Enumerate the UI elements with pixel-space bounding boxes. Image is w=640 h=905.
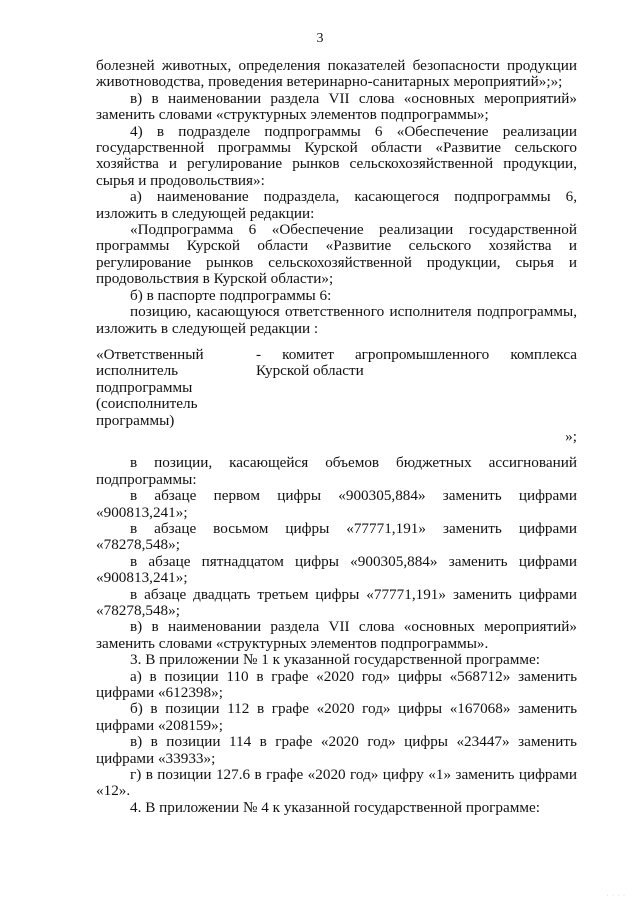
responsible-executor-table	[96, 347, 577, 445]
paragraph: «Подпрограмма 6 «Обеспечение реализации государственной программы Курской области «Развитие сельского хозяйства и регулирование рынков сельскохозяйственной продукции, сырья и продовольствия в Курской области»;	[96, 221, 577, 288]
page-number: 3	[316, 31, 324, 46]
paragraph: б) в позиции 112 в графе «2020 год» цифры «167068» заменить цифрами «208159»;	[96, 700, 577, 734]
paragraph: б) в паспорте подпрограммы 6:	[130, 286, 332, 304]
paragraph: в абзаце первом цифры «900305,884» заменить цифрами «900813,241»;	[96, 487, 577, 521]
paragraph: позицию, касающуюся ответственного исполнителя подпрограммы, изложить в следующей редакции :	[96, 303, 577, 337]
paragraph: г) в позиции 127.6 в графе «2020 год» цифру «1» заменить цифрами «12».	[96, 766, 577, 800]
paragraph: в позиции, касающейся объемов бюджетных ассигнований подпрограммы:	[96, 454, 577, 488]
responsible-value: - комитет агропромышленного комплекса Курской области	[256, 345, 577, 380]
closing-quote: »;	[565, 427, 577, 445]
paragraph: в) в наименовании раздела VII слова «основных мероприятий» заменить словами «структурных элементов подпрограммы»;	[96, 89, 577, 124]
document-body	[96, 58, 577, 816]
paragraph: в абзаце пятнадцатом цифры «900305,884» заменить цифрами «900813,241»;	[96, 552, 577, 587]
paragraph: болезней животных, определения показателей безопасности продукции животноводства, проведения ветеринарно-санитарных мероприятий»;»;	[96, 57, 577, 91]
paragraph: а) в позиции 110 в графе «2020 год» цифры «568712» заменить цифрами «612398»;	[96, 667, 577, 702]
paragraph: а) наименование подраздела, касающегося подпрограммы 6, изложить в следующей редакции:	[96, 188, 577, 222]
paragraph: в абзаце двадцать третьем цифры «77771,191» заменить цифрами «78278,548»;	[96, 585, 577, 619]
paragraph: 4. В приложении № 4 к указанной государственной программе:	[130, 798, 540, 816]
responsible-label: «Ответственный исполнитель подпрограммы (соисполнитель программы)	[96, 345, 204, 429]
paragraph: в) в позиции 114 в графе «2020 год» цифры «23447» заменить цифрами «33933»;	[96, 733, 577, 767]
paragraph: 4) в подразделе подпрограммы 6 «Обеспечение реализации государственной программы Курской области «Развитие сельского хозяйства и регулирование рынков сельскохозяйственной продукции, сырья и продовольствия»:	[96, 122, 577, 189]
paragraph: в) в наименовании раздела VII слова «основных мероприятий» заменить словами «структурных элементов подпрограммы».	[96, 618, 577, 652]
paragraph: в абзаце восьмом цифры «77771,191» заменить цифрами «78278,548»;	[96, 519, 577, 554]
corner-mark: · · · ·	[606, 893, 626, 899]
paragraph: 3. В приложении № 1 к указанной государственной программе:	[130, 651, 540, 669]
